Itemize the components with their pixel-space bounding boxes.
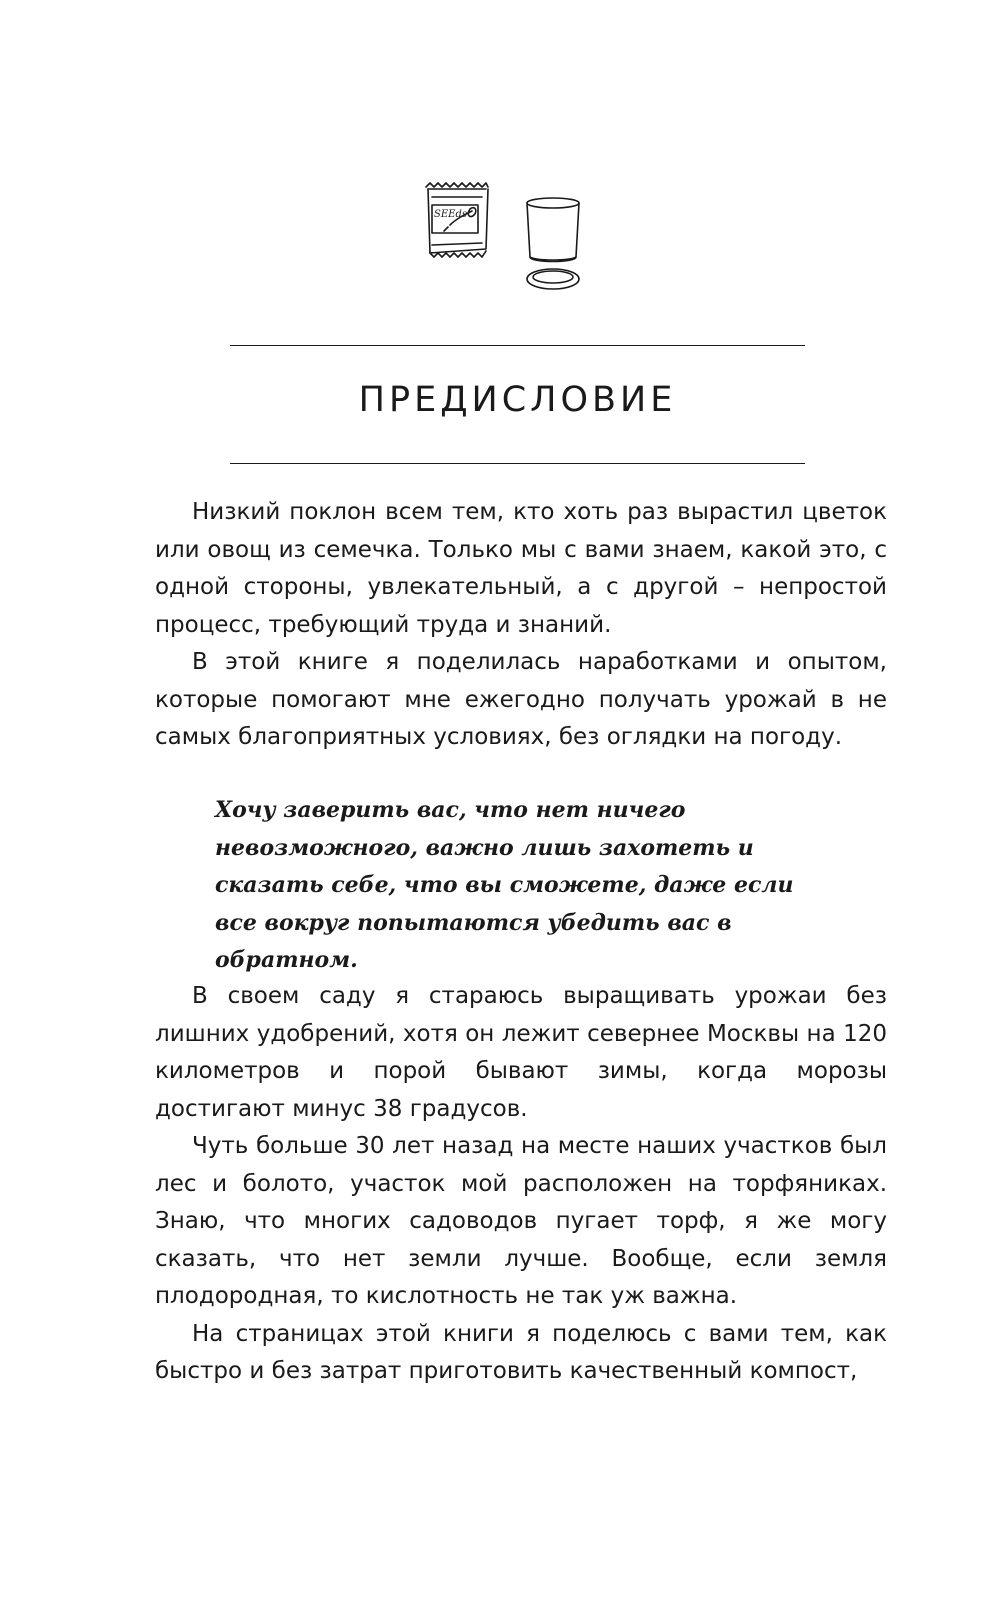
paragraph: В этой книге я поделилась наработками и опытом, которые помогают мне ежегодно получать урожай в не самых благоприятных условиях, без оглядки на погоду. <box>155 649 887 750</box>
paragraph: На страницах этой книги я поделюсь с вами тем, как быстро и без затрат приготовить качественный компост, <box>155 1320 887 1384</box>
chapter-illustration <box>420 175 620 305</box>
intro-text-block <box>155 494 887 757</box>
seed-packet-label: SEEds <box>434 209 467 220</box>
highlight-quote: Хочу заверить вас, что нет ничего невозможного, важно лишь захотеть и сказать себе, что вы сможете, даже если все вокруг попытаются убедить вас в обратном. <box>215 797 794 973</box>
seed-packet-icon <box>426 183 488 257</box>
title-bottom-rule <box>230 463 805 464</box>
paragraph: Низкий поклон всем тем, кто хоть раз вырастил цветок или овощ из семечка. Только мы с вами знаем, какой это, с одной стороны, увлекательный, а с другой – непростой процесс, требующий труда и знаний. <box>155 499 887 638</box>
title-top-rule <box>230 345 805 346</box>
paragraph: В своем саду я стараюсь выращивать урожаи без лишних удобрений, хотя он лежит севернее Москвы на 120 километров и порой бывают зимы, когда морозы достигают минус 38 градусов. <box>155 983 887 1122</box>
glass-jar-icon <box>527 198 579 289</box>
paragraph: Чуть больше 30 лет назад на месте наших участков был лес и болото, участок мой расположен на торфяниках. Знаю, что многих садоводов пугает торф, я же могу сказать, что нет земли лучше. Вообще, если земля плодородная, то кислотность не так уж важна. <box>155 1133 887 1309</box>
main-text-block <box>155 978 887 1391</box>
chapter-title: ПРЕДИСЛОВИЕ <box>358 380 677 420</box>
